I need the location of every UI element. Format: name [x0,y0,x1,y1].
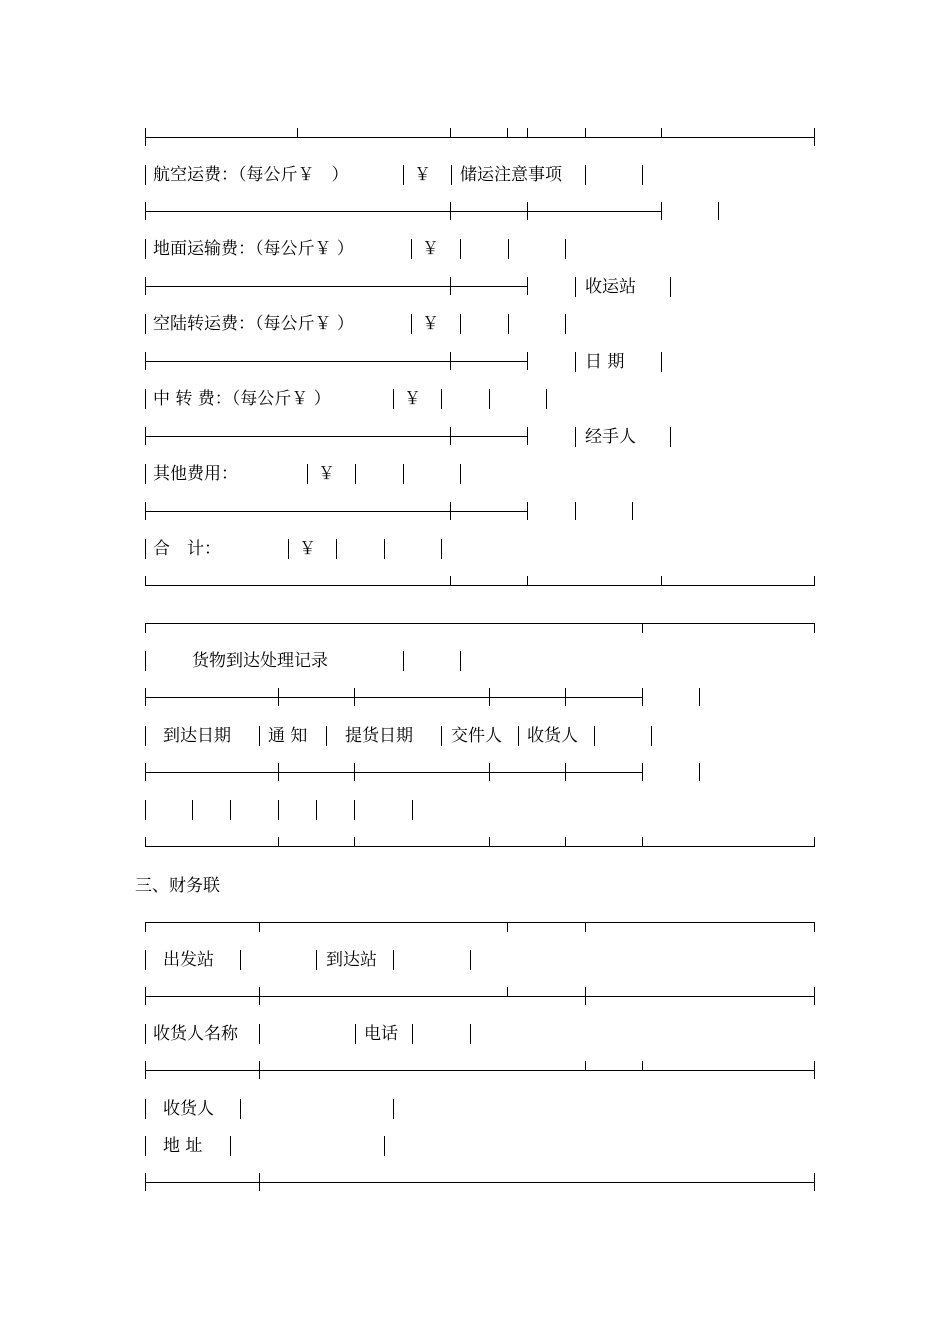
tick [450,277,451,295]
rule [145,697,642,698]
rule [145,585,815,586]
tick [354,763,355,781]
bar [565,239,566,259]
tick [145,502,146,520]
column-header-deliverer: 交件人 [451,726,502,746]
bar [316,950,317,970]
currency-sign: ￥ [318,464,335,484]
rule [145,623,815,624]
tick [642,763,643,781]
tick [565,763,566,781]
tick [814,576,815,586]
tick [527,352,528,370]
bar [575,427,576,447]
bar [460,239,461,259]
tick [450,576,451,586]
bar [240,1099,241,1119]
bar [384,539,385,559]
tick [527,202,528,220]
departure-station-label: 出发站 [163,950,214,970]
total-label: 合 计： [153,539,221,559]
air-land-transfer-label: 空陆转运费：（每公斤￥ ） [153,314,354,334]
bar [288,539,289,559]
arrival-station-label: 到达站 [326,950,377,970]
transit-fee-label: 中 转 费：（每公斤￥ ） [153,389,331,409]
tick [450,202,451,220]
bar [393,1099,394,1119]
tick [278,688,279,706]
tick [259,922,260,932]
tick [507,922,508,932]
tick [354,688,355,706]
bar [585,165,586,185]
bar [145,464,146,484]
tick [527,277,528,295]
bar [384,1136,385,1156]
rule [145,922,815,923]
tick [354,837,355,847]
currency-sign: ￥ [414,165,431,185]
bar [354,800,355,820]
tick [585,1061,586,1071]
bar [316,800,317,820]
bar [145,1099,146,1119]
bar [403,651,404,671]
bar [575,502,576,520]
tick [145,1061,146,1079]
tick [527,128,528,138]
bar [594,726,595,746]
tick [661,576,662,586]
bar [460,651,461,671]
bar [575,277,576,297]
bar [145,950,146,970]
bar [451,165,452,185]
bar [403,165,404,185]
tick [489,837,490,847]
bar [575,352,576,372]
bar [411,239,412,259]
tick [278,837,279,847]
rule [145,1182,815,1183]
bar [412,800,413,820]
currency-sign: ￥ [422,239,439,259]
bar [230,1136,231,1156]
tick [642,623,643,633]
bar [145,651,146,671]
bar [642,165,643,185]
rule [145,511,527,512]
column-header-notify: 通 知 [268,726,308,746]
tick [814,837,815,847]
date-label: 日 期 [585,352,625,372]
rule [145,436,527,437]
tick [489,688,490,706]
tick [814,922,815,932]
tick [489,763,490,781]
tick [507,987,508,997]
bar [670,277,671,297]
bar [412,1024,413,1044]
tick [145,202,146,220]
rule [145,996,815,997]
bar [718,202,719,220]
bar [470,950,471,970]
tick [661,128,662,138]
bar [565,314,566,334]
bar [355,1024,356,1044]
tick [145,837,146,847]
bar [145,726,146,746]
storage-notes-label: 储运注意事项 [460,165,562,185]
bar [145,165,146,185]
tick [297,128,298,138]
arrival-record-title: 货物到达处理记录 [192,651,328,671]
tick [450,502,451,520]
tick [145,576,146,586]
currency-sign: ￥ [404,389,421,409]
tick [814,1173,815,1191]
bar [403,464,404,484]
bar [259,1024,260,1044]
tick [450,128,451,138]
column-header-pickup-date: 提货日期 [345,726,413,746]
bar [670,427,671,447]
column-header-consignee: 收货人 [527,726,578,746]
tick [450,352,451,370]
tick [259,987,260,1005]
tick [145,623,146,633]
bar [661,352,662,372]
rule [145,286,527,287]
bar [632,502,633,520]
tick [145,688,146,706]
consignee-name-label: 收货人名称 [153,1024,238,1044]
rule [145,772,642,773]
currency-sign: ￥ [422,314,439,334]
tick [259,1061,260,1079]
bar [546,389,547,409]
tick [585,987,586,1005]
bar [651,726,652,746]
tick [507,128,508,138]
tick [278,763,279,781]
tick [145,763,146,781]
bar [518,726,519,746]
bar [326,726,327,746]
tick [450,427,451,445]
tick [145,922,146,932]
bar [470,1024,471,1044]
bar [336,539,337,559]
bar [145,539,146,559]
tick [814,987,815,1005]
tick [585,922,586,932]
rule [145,211,661,212]
bar [145,1024,146,1044]
tick [565,837,566,847]
phone-label: 电话 [364,1024,398,1044]
bar [489,389,490,409]
bar [278,800,279,820]
tick [145,987,146,1005]
finance-section-title: 三、财务联 [135,876,220,896]
receiving-station-label: 收运站 [585,277,636,297]
rule [145,137,815,138]
tick [814,128,815,146]
bar [441,539,442,559]
tick [259,1173,260,1191]
consignee-address-label-line1: 收货人 [163,1099,214,1119]
tick [642,688,643,706]
air-freight-label: 航空运费：（每公斤￥ ） [153,165,349,185]
bar [192,800,193,820]
bar [145,239,146,259]
currency-sign: ￥ [299,539,316,559]
tick [642,837,643,847]
handler-label: 经手人 [585,427,636,447]
bar [460,314,461,334]
tick [814,1061,815,1079]
bar [259,726,260,746]
bar [307,464,308,484]
tick [527,576,528,586]
tick [145,352,146,370]
tick [661,202,662,220]
bar [411,314,412,334]
bar [508,239,509,259]
rule [145,1070,815,1071]
bar [460,464,461,484]
bar [145,314,146,334]
bar [230,800,231,820]
bar [699,688,700,706]
column-header-arrival-date: 到达日期 [163,726,231,746]
bar [145,800,146,820]
bar [441,726,442,746]
tick [145,427,146,445]
tick [527,502,528,520]
tick [145,128,146,146]
bar [441,389,442,409]
bar [508,314,509,334]
tick [642,1061,643,1071]
tick [527,427,528,445]
ground-transport-label: 地面运输费：（每公斤￥ ） [153,239,354,259]
tick [145,1173,146,1191]
consignee-address-label-line2: 地 址 [163,1136,203,1156]
bar [393,950,394,970]
tick [814,623,815,633]
tick [585,128,586,138]
bar [240,950,241,970]
other-fees-label: 其他费用： [153,464,238,484]
bar [355,464,356,484]
tick [565,688,566,706]
bar [699,763,700,781]
bar [145,389,146,409]
rule [145,846,815,847]
rule [145,361,527,362]
bar [145,1136,146,1156]
bar [393,389,394,409]
tick [145,277,146,295]
